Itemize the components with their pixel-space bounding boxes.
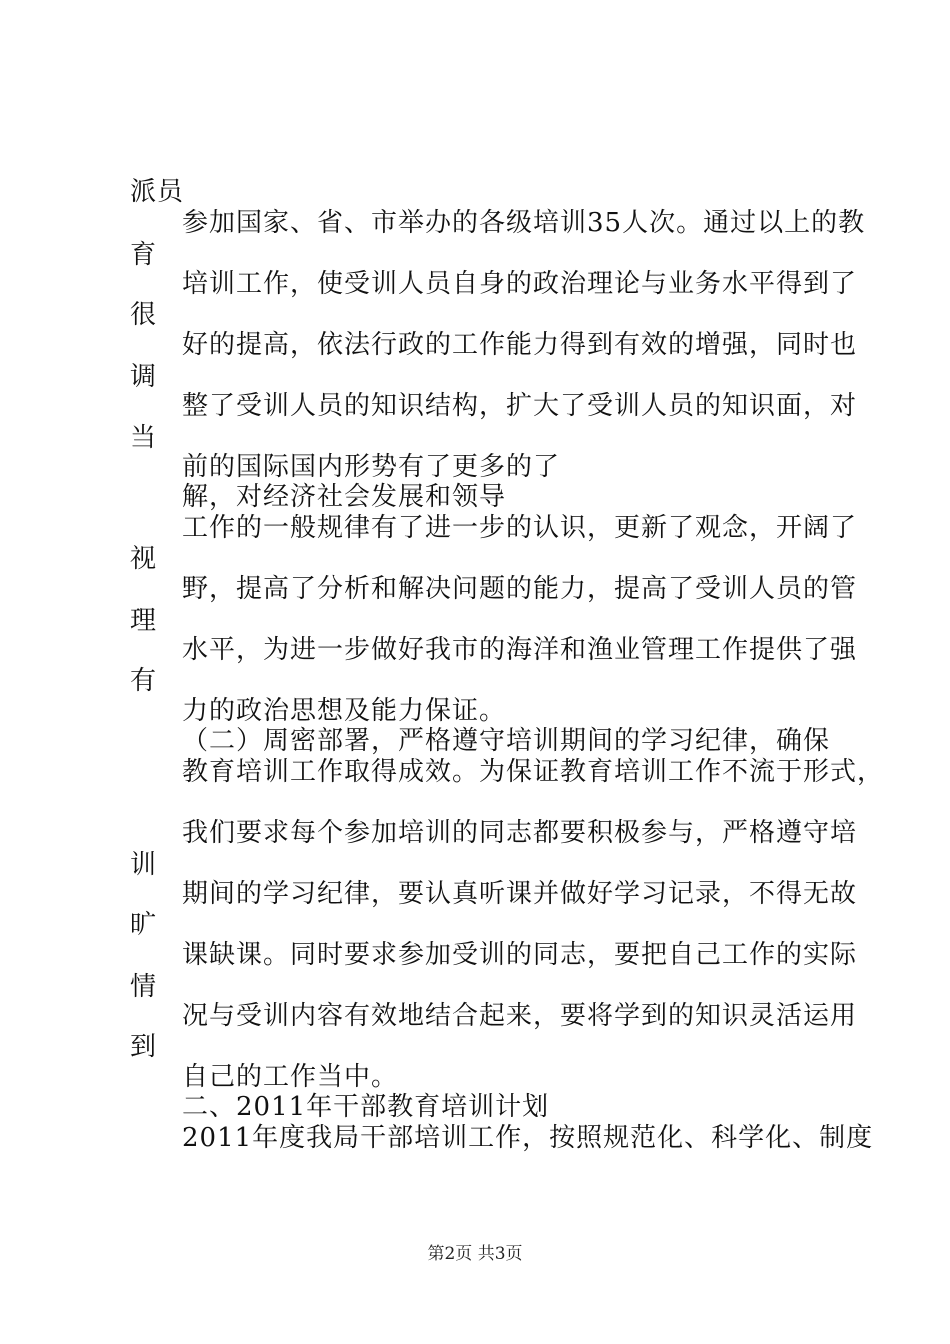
margin-char: 理 (130, 606, 157, 636)
text-line: 自己的工作当中。 (182, 1062, 399, 1092)
text-line: 2011年度我局干部培训工作，按照规范化、科学化、制度 (182, 1123, 874, 1153)
margin-char: 训 (130, 850, 157, 880)
text-line: 前的国际国内形势有了更多的了 (182, 452, 561, 482)
margin-char: 当 (130, 423, 157, 453)
margin-char: 到 (130, 1032, 157, 1062)
text-line: 好的提高，依法行政的工作能力得到有效的增强，同时也 (182, 330, 858, 360)
margin-char: 调 (130, 362, 157, 392)
text-line: 参加国家、省、市举办的各级培训35人次。通过以上的教 (182, 208, 866, 238)
text-line: 工作的一般规律有了进一步的认识，更新了观念，开阔了 (182, 513, 858, 543)
margin-char: 旷 (130, 910, 157, 940)
section-heading: 二、2011年干部教育培训计划 (182, 1092, 550, 1122)
text-line: （二）周密部署，严格遵守培训期间的学习纪律，确保 (182, 726, 831, 756)
text-line: 况与受训内容有效地结合起来，要将学到的知识灵活运用 (182, 1001, 858, 1031)
margin-char: 育 (130, 240, 157, 270)
margin-char: 视 (130, 544, 157, 574)
text-line: 培训工作，使受训人员自身的政治理论与业务水平得到了 (182, 269, 858, 299)
text-line: 水平，为进一步做好我市的海洋和渔业管理工作提供了强 (182, 635, 858, 665)
text-line: 整了受训人员的知识结构，扩大了受训人员的知识面，对 (182, 391, 858, 421)
text-line: 我们要求每个参加培训的同志都要积极参与，严格遵守培 (182, 818, 858, 848)
text-line: 课缺课。同时要求参加受训的同志，要把自己工作的实际 (182, 940, 858, 970)
text-line: 解，对经济社会发展和领导 (182, 482, 507, 512)
page-footer: 第2页 共3页 (427, 1244, 523, 1264)
margin-char: 很 (130, 300, 157, 330)
text-line: 期间的学习纪律，要认真听课并做好学习记录，不得无故 (182, 879, 858, 909)
margin-char: 有 (130, 666, 157, 696)
text-line: 野，提高了分析和解决问题的能力，提高了受训人员的管 (182, 574, 858, 604)
margin-char: 情 (130, 972, 157, 1002)
text-line: 力的政治思想及能力保证。 (182, 696, 507, 726)
text-line: 派员 (130, 177, 185, 207)
text-line: 教育培训工作取得成效。为保证教育培训工作不流于形式， (182, 757, 885, 787)
